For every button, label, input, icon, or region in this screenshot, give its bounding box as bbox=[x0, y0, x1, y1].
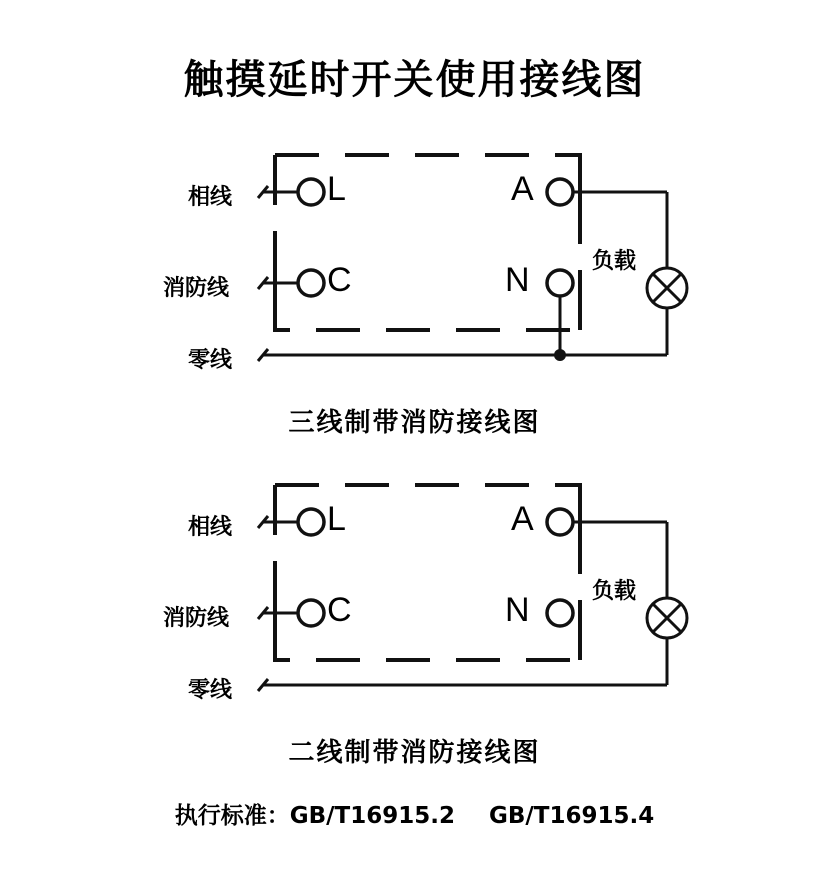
label-load: 负载 bbox=[592, 249, 637, 274]
standard-2: GB/T16915.4 bbox=[489, 803, 655, 829]
standard-1: GB/T16915.2 bbox=[289, 803, 455, 829]
terminal-label-a: A bbox=[511, 170, 534, 208]
terminal-label-n: N bbox=[505, 591, 530, 629]
terminal-label-n: N bbox=[505, 261, 530, 299]
terminal-label-l: L bbox=[327, 500, 346, 538]
diagram-two-wire bbox=[0, 470, 829, 720]
load-lamp-symbol bbox=[647, 598, 687, 638]
label-neutral-wire: 零线 bbox=[188, 348, 233, 373]
caption-three-wire: 三线制带消防接线图 bbox=[288, 408, 541, 438]
terminal-label-c: C bbox=[327, 591, 352, 629]
load-lamp-symbol bbox=[647, 268, 687, 308]
diagram-three-wire-graphic bbox=[0, 140, 829, 390]
diagram-three-wire bbox=[0, 140, 829, 390]
label-live-wire: 相线 bbox=[188, 185, 233, 210]
terminal-label-l: L bbox=[327, 170, 346, 208]
label-neutral-wire: 零线 bbox=[188, 678, 233, 703]
page-title: 触摸延时开关使用接线图 bbox=[183, 57, 646, 103]
label-load: 负载 bbox=[592, 579, 637, 604]
terminal-label-a: A bbox=[511, 500, 534, 538]
standards-footer bbox=[0, 797, 829, 830]
label-fire-wire: 消防线 bbox=[163, 606, 230, 631]
standards-prefix: 执行标准： bbox=[174, 803, 290, 829]
terminal-label-c: C bbox=[327, 261, 352, 299]
label-live-wire: 相线 bbox=[188, 515, 233, 540]
diagram-two-wire-graphic bbox=[0, 470, 829, 720]
neutral-junction-dot bbox=[554, 349, 566, 361]
caption-two-wire: 二线制带消防接线图 bbox=[288, 738, 541, 768]
label-fire-wire: 消防线 bbox=[163, 276, 230, 301]
